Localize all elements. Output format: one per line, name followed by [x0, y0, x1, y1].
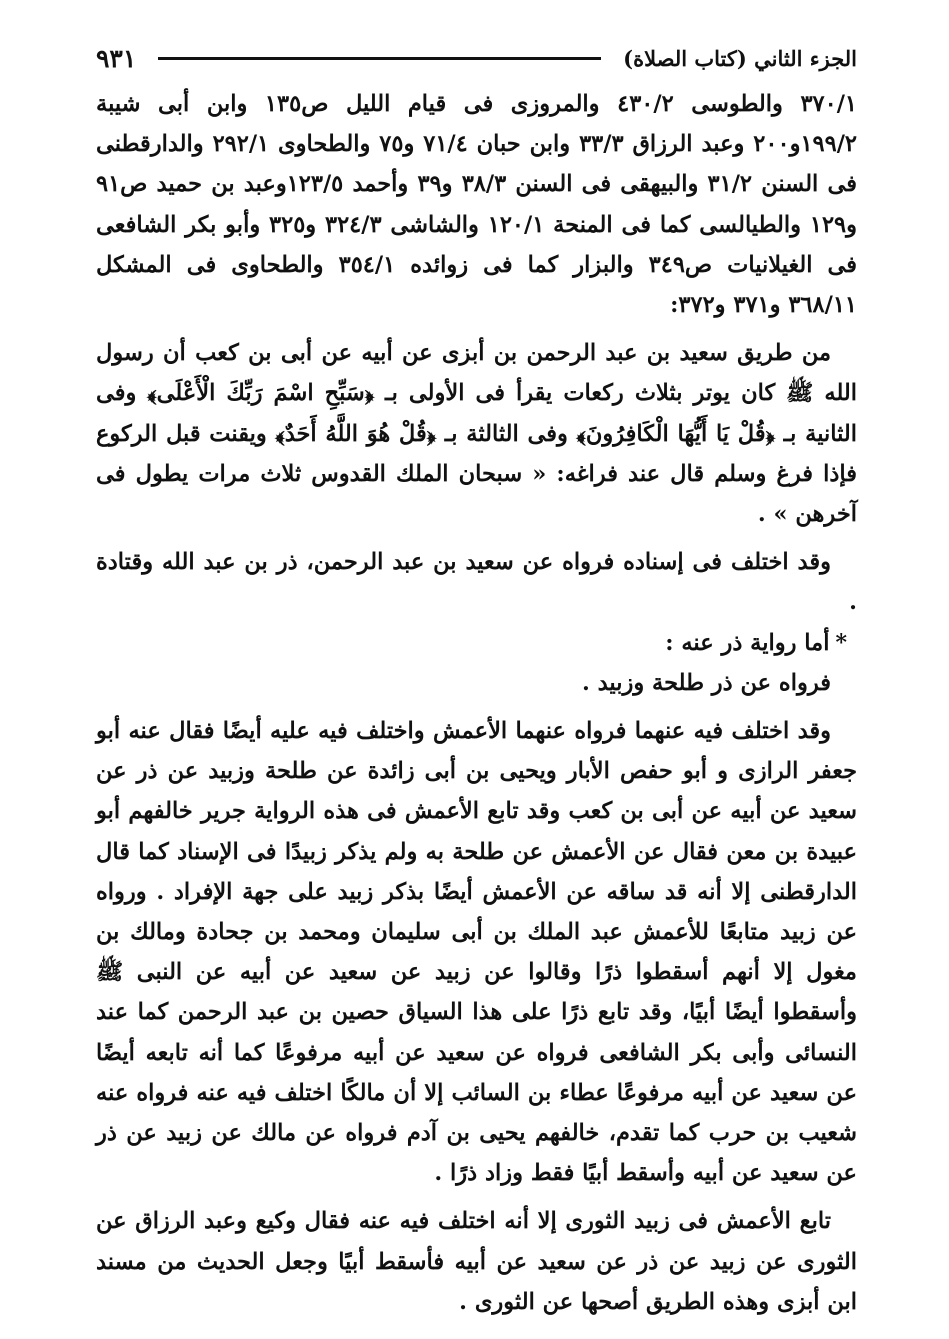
star-bullet-icon: *	[835, 629, 847, 656]
quran-verse-al-ikhlas: ﴿قُلْ هُوَ اللَّهُ أَحَدٌ﴾	[275, 420, 436, 447]
page-header	[96, 36, 857, 80]
hadith-end: ويقنت قبل الركوع فإذا فرغ وسلم قال عند فراغه: « سبحان الملك القدوس ثلاث مرات يطول فى آخرهن » .	[96, 420, 857, 528]
quran-verse-al-ala: ﴿سَبِّحِ اسْمَ رَبِّكَ الْأَعْلَى﴾	[147, 380, 375, 407]
hadith-mid-2: وفى الثالثة بـ	[435, 420, 577, 447]
paragraph-hadith	[96, 333, 857, 534]
page-number: ٩٣١	[96, 43, 137, 73]
running-title: الجزء الثاني (كتاب الصلاة)	[623, 45, 857, 71]
paragraph-discussion: وقد اختلف فيه عنهما فرواه عنهما الأعمش واختلف فيه عليه أيضًا فقال عنه أبو جعفر الرازى و أبو حفص الأبار ويحيى بن أبى زائدة عن طلحة وزبيد عن ذر عن سعيد عن أبيه عن أبى بن كعب وقد تابع الأعمش فى هذه الرواية جرير خالفهم أبو عبيدة بن معن فقال عن الأعمش عن طلحة به ولم يذكر زبيدًا فى الإسناد كما قال الدارقطنى إلا أنه قد ساقه عن الأعمش أيضًا بذكر زبيد على جهة الإفراد . ورواه عن زبيد متابعًا للأعمش عبد الملك بن أبى سليمان ومحمد بن جحادة ومالك بن مغول إلا أنهم أسقطوا ذرًا وقالوا عن زبيد عن سعيد عن أبيه عن النبى ﷺ وأسقطوا أيضًا أبيًا، وقد تابع ذرًا على هذا السياق حصين بن عبد الرحمن كما عند النسائى وأبى بكر الشافعى فرواه عن سعيد عن أبيه مرفوعًا كما أنه تابعه أيضًا عن سعيد عن أبيه مرفوعًا عطاء بن السائب إلا أن مالكًا اختلف فيه عنه فرواه عنه شعيب بن حرب كما تقدم، خالفهم يحيى بن آدم فرواه عن مالك عن زبيد عن ذر عن سعيد عن أبيه وأسقط أبيًا فقط وزاد ذرًا .	[96, 718, 857, 1187]
paragraph-isnad-difference: وقد اختلف فى إسناده فرواه عن سعيد بن عبد الرحمن، ذر بن عبد الله وقتادة .	[96, 549, 857, 616]
subheading-text: أما رواية ذر عنه :	[665, 629, 830, 656]
header-rule	[158, 57, 601, 60]
hadith-intro: من طريق سعيد بن عبد الرحمن بن أبزى عن أبيه عن أبى بن كعب أن رسول الله ﷺ كان يوتر بثلاث ركعات يقرأ فى الأولى بـ	[96, 340, 857, 407]
paragraph-references: ٣٧٠/١ والطوسى ٤٣٠/٢ والمروزى فى قيام الليل ص١٣٥ وابن أبى شيبة ١٩٩/٢و٢٠٠ وعبد الرزاق ٣٣/٣ وابن حبان ٧١/٤ و٧٥ والطحاوى ٢٩٢/١ والدارقطنى فى السنن ٣١/٢ والبيهقى فى السنن ٣٨/٣ و٣٩ وأحمد ١٢٣/٥وعبد بن حميد ص٩١ و١٢٩ والطيالسى كما فى المنحة ١٢٠/١ والشاشى ٣٢٤/٣ و٣٢٥ وأبو بكر الشافعى فى الغيلانيات ص٣٤٩ والبزار كما فى زوائده ٣٥٤/١ والطحاوى فى المشكل ٣٦٨/١١ و٣٧١ و٣٧٢:	[96, 91, 857, 319]
quran-verse-al-kafirun: ﴿قُلْ يَا أَيُّهَا الْكَافِرُونَ﴾	[576, 420, 775, 447]
paragraph-narrators: فرواه عن ذر طلحة وزبيد .	[581, 669, 831, 696]
paragraph-thawri: تابع الأعمش فى زبيد الثورى إلا أنه اختلف فيه عنه فقال وكيع وعبد الرزاق عن الثورى عن زبيد عن ذر عن سعيد عن أبيه فأسقط أبيًا وجعل الحديث من مسند ابن أبزى وهذه الطريق أصحها عن الثورى .	[96, 1208, 857, 1315]
section-subheading	[96, 623, 857, 663]
body-text	[96, 84, 857, 1322]
hadith-mid-1: وفى الثانية بـ	[96, 380, 858, 447]
